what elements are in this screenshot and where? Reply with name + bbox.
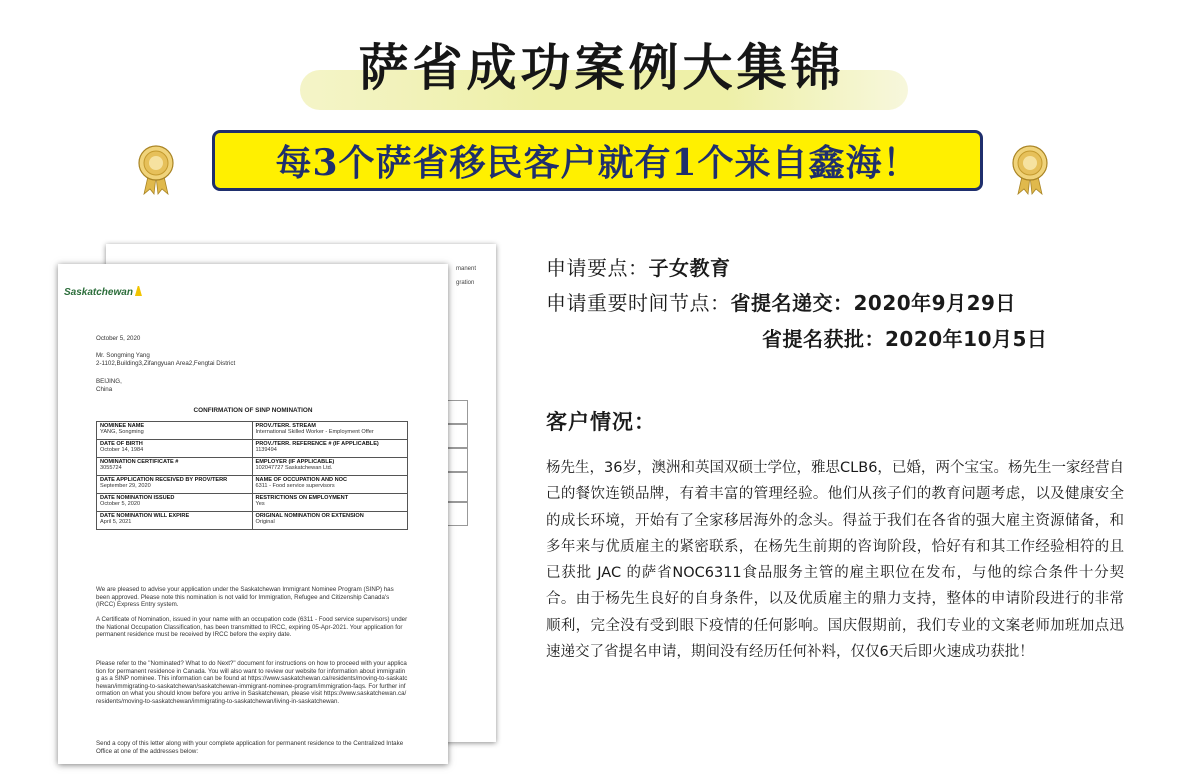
back-page-text: manent xyxy=(456,266,477,272)
slogan-text: 每3个萨省移民客户就有1个来自鑫海！ xyxy=(275,142,920,184)
cell-label: NOMINEE NAME xyxy=(100,423,145,429)
cell-label: RESTRICTIONS ON EMPLOYMENT xyxy=(255,495,349,501)
back-page-text: gration xyxy=(456,280,475,286)
table-row xyxy=(97,422,408,440)
letter-paragraph: Send a copy of this letter along with your complete application for permanent residence to the Centralized Intake Office at one of the addresses below: xyxy=(96,740,404,755)
cell-label: PROV./TERR. STREAM xyxy=(255,423,316,429)
letter-paragraph: We are pleased to advise your application under the Saskatchewan Immigrant Nominee Program (SINP) has been approved. Please note this nomination is not valid for Immigration, Refugee and Citizenship Canada's (IRCC) Express Entry system. xyxy=(96,586,394,608)
medal-icon xyxy=(136,144,176,196)
cell-value: April 5, 2021 xyxy=(100,519,132,525)
cell-label: DATE NOMINATION WILL EXPIRE xyxy=(100,513,190,519)
submission-date: 省提名递交：2020年9月29日 xyxy=(730,291,1016,315)
cell-value: 102047727 Saskatchewan Ltd. xyxy=(255,465,333,471)
approval-date: 省提名获批：2020年10月5日 xyxy=(762,327,1048,351)
nomination-table xyxy=(96,421,408,530)
cell-value: October 5, 2020 xyxy=(100,501,141,507)
saskatchewan-logo-icon xyxy=(135,286,142,296)
table-cell xyxy=(97,512,253,530)
key-point-label: 申请要点： xyxy=(546,256,649,280)
table-cell xyxy=(97,494,253,512)
cell-value: 6311 - Food service supervisors xyxy=(255,483,335,489)
cell-label: DATE OF BIRTH xyxy=(100,441,143,447)
back-table-cell xyxy=(448,472,468,502)
cell-value: October 14, 1984 xyxy=(100,447,144,453)
saskatchewan-logo xyxy=(64,286,142,298)
timeline-label: 申请重要时间节点： xyxy=(546,291,731,315)
key-point-line xyxy=(546,252,731,281)
cell-value: September 29, 2020 xyxy=(100,483,151,489)
table-cell xyxy=(252,440,408,458)
address-line: Mr. Songming Yang xyxy=(96,352,150,359)
table-row xyxy=(97,440,408,458)
back-table-cell xyxy=(448,424,468,448)
nomination-letter xyxy=(58,264,448,764)
key-point-value: 子女教育 xyxy=(648,256,731,280)
table-row xyxy=(97,494,408,512)
address-line: BEIJING, xyxy=(96,378,122,385)
back-table-cell xyxy=(448,448,468,472)
cell-label: NOMINATION CERTIFICATE # xyxy=(100,459,179,465)
cell-label: NAME OF OCCUPATION AND NOC xyxy=(255,477,348,483)
back-table-cell xyxy=(448,400,468,424)
medal-icon xyxy=(1010,144,1050,196)
table-row xyxy=(97,476,408,494)
cell-value: Yes xyxy=(255,501,265,507)
logo-text: Saskatchewan xyxy=(64,287,133,298)
case-heading: 客户情况： xyxy=(546,410,656,434)
table-cell xyxy=(97,440,253,458)
case-description: 杨先生，36岁，澳洲和英国双硕士学位，雅思CLB6，已婚，两个宝宝。杨先生一家经营自己的餐饮连锁品牌，有着丰富的管理经验。他们从孩子们的教育问题考虑，以及健康安全的成长环境，开始有了全家移居海外的念头。得益于我们在各省的强大雇主资源储备，和多年来与优质雇主的紧密联系，在杨先生前期的咨询阶段，恰好有和其工作经验相符的且已获批 JAC 的萨省NOC6311食品服务主管的雇主职位在发布，与他的综合条件十分契合。由于杨先生良好的自身条件，以及优质雇主的鼎力支持，整体的申请阶段进行的非常顺利，完全没有受到眼下疫情的任何影响。国庆假期前，我们专业的文案老师加班加点迅速递交了省提名申请，期间没有经历任何补料，仅仅6天后即火速成功获批！ xyxy=(546,460,1124,661)
letter-title: CONFIRMATION OF SINP NOMINATION xyxy=(193,407,313,414)
table-cell xyxy=(97,422,253,440)
timeline-line xyxy=(546,287,1016,316)
cell-value: YANG, Songming xyxy=(100,429,144,435)
cell-label: ORIGINAL NOMINATION OR EXTENSION xyxy=(255,513,364,519)
table-cell xyxy=(97,458,253,476)
slogan-banner xyxy=(212,130,983,191)
table-cell xyxy=(252,458,408,476)
table-row xyxy=(97,512,408,530)
cell-value: 3055724 xyxy=(100,465,122,471)
address-line: 2-1102,Building3,Zifangyuan Area2,Fengtai District xyxy=(96,360,236,367)
cell-label: DATE NOMINATION ISSUED xyxy=(100,495,175,501)
cell-value: Original xyxy=(255,519,275,525)
table-cell xyxy=(252,512,408,530)
letter-paragraph: A Certificate of Nomination, issued in your name with an occupation code (6311 - Food service supervisors) under the National Occupation Classification, has been transmitted to IRCC, expiring 05-Apr-2021. Your application for permanent residence must be received by IRCC before the expiry date. xyxy=(96,616,408,638)
table-cell xyxy=(252,422,408,440)
cell-label: DATE APPLICATION RECEIVED BY PROV/TERR xyxy=(100,477,228,483)
table-cell xyxy=(252,494,408,512)
cell-label: EMPLOYER (IF APPLICABLE) xyxy=(255,459,335,465)
table-cell xyxy=(97,476,253,494)
table-row xyxy=(97,458,408,476)
back-table-cell xyxy=(448,502,468,526)
address-line: China xyxy=(96,386,113,393)
letter-date: October 5, 2020 xyxy=(96,335,141,342)
cell-label: PROV./TERR. REFERENCE # (IF APPLICABLE) xyxy=(255,441,379,447)
page-title: 萨省成功案例大集锦 xyxy=(358,39,845,97)
table-cell xyxy=(252,476,408,494)
cell-value: 1139494 xyxy=(255,447,277,453)
letter-paragraph: Please refer to the "Nominated? What to do Next?" document for instructions on how to proceed with your application for permanent residence in Canada. You will also want to review our website for information about immigrating as a SINP nominee. This information can be found at https://www.saskatchewan.ca/residents/moving-to-saskatchewan/immigrating-to-saskatchewan/saskatchewan-immigrant-nominee-program/immigration-faqs. For further information on what you should know before you arrive in Saskatchewan, please visit https://www.saskatchewan.ca/residents/moving-to-saskatchewan/immigrating-to-saskatchewan/living-in-saskatchewan. xyxy=(96,660,408,705)
cell-value: International Skilled Worker - Employment Offer xyxy=(255,429,374,435)
